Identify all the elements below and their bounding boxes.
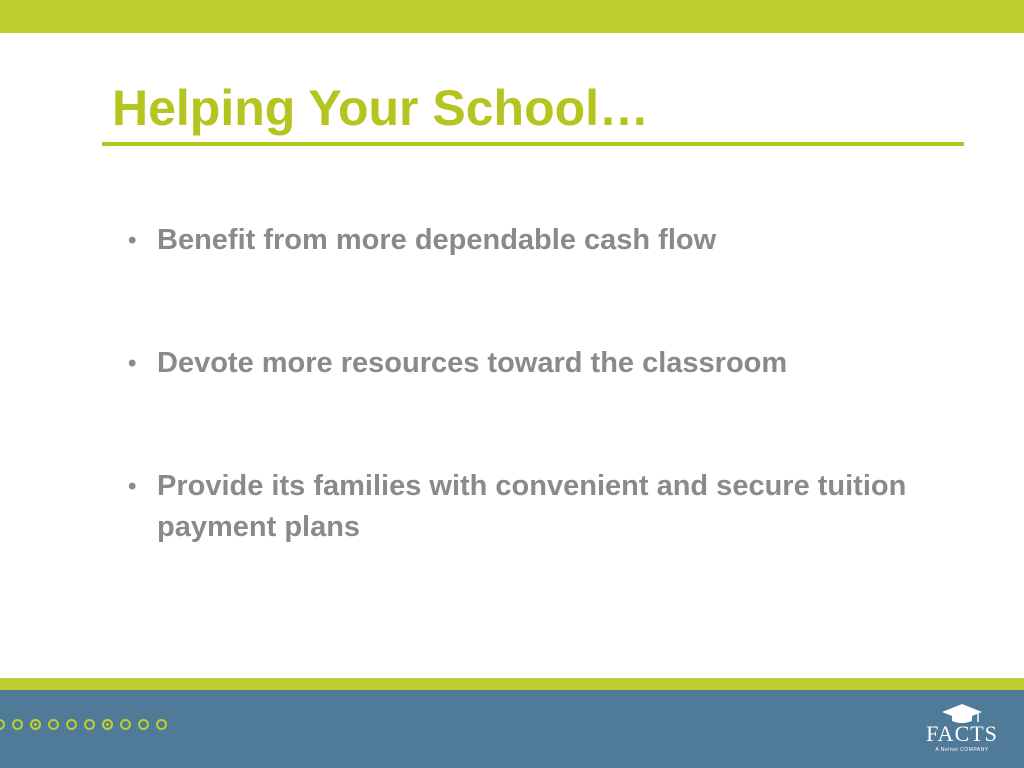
progress-dot	[0, 719, 5, 730]
top-accent-bar	[0, 0, 1024, 33]
bullet-text: Devote more resources toward the classroom	[157, 347, 788, 379]
progress-dot	[138, 719, 149, 730]
progress-dot-filled	[102, 719, 113, 730]
progress-dot	[48, 719, 59, 730]
bullet-marker: •	[128, 350, 137, 377]
progress-dot	[156, 719, 167, 730]
logo-subtext: A Nelnet COMPANY	[935, 747, 989, 753]
bullet-item	[128, 220, 948, 261]
bullet-item	[128, 343, 948, 384]
progress-dot	[84, 719, 95, 730]
bullet-marker: •	[128, 227, 137, 254]
bullet-list	[128, 220, 948, 630]
footer-band	[0, 690, 1024, 768]
title-underline	[102, 142, 964, 146]
progress-dot	[66, 719, 77, 730]
bullet-marker: •	[128, 473, 137, 500]
bullet-item	[128, 466, 948, 548]
facts-logo	[920, 700, 1004, 760]
bottom-accent-stripe	[0, 678, 1024, 690]
progress-dot	[120, 719, 131, 730]
bullet-text: Provide its families with convenient and secure tuition payment plans	[157, 470, 907, 543]
progress-dot-filled	[30, 719, 41, 730]
progress-dot	[12, 719, 23, 730]
slide-title: Helping Your School…	[112, 80, 650, 136]
logo-wordmark: FACTS	[926, 721, 998, 746]
bullet-text: Benefit from more dependable cash flow	[157, 224, 717, 256]
progress-dots	[0, 719, 167, 730]
